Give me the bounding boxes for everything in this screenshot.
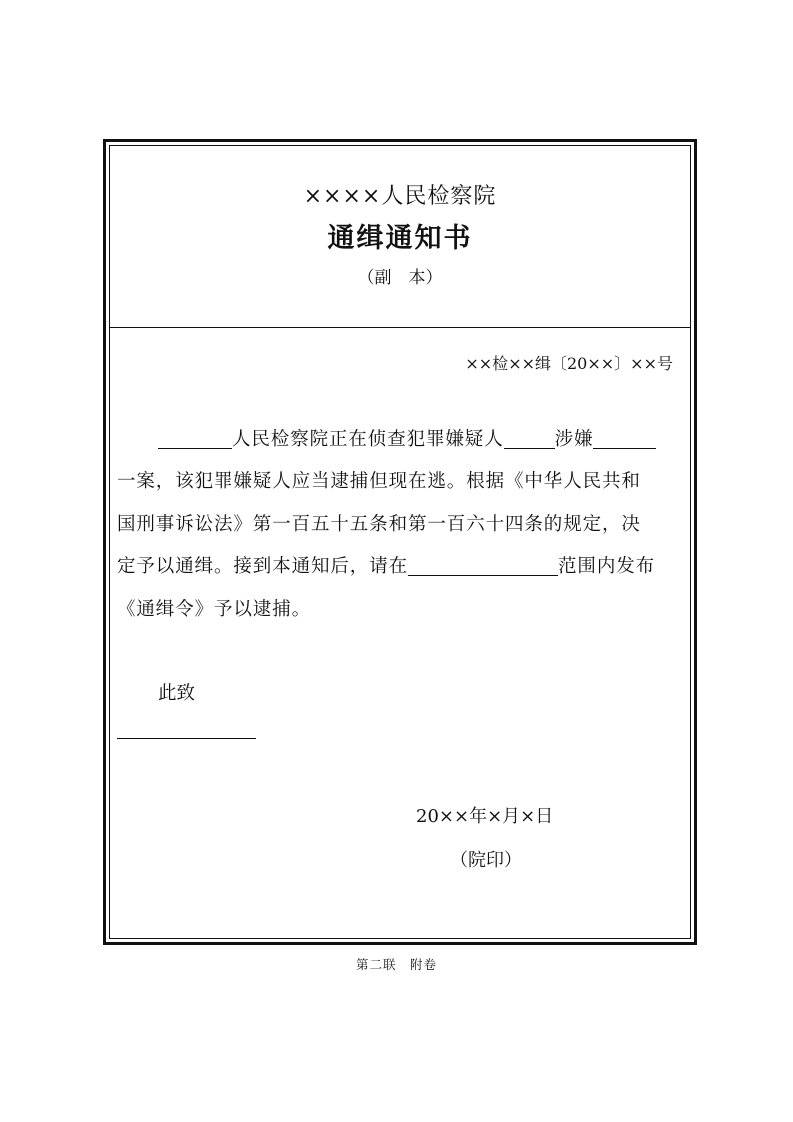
seal-mark: （院印）: [450, 850, 522, 871]
procuratorate-name: ××××人民检察院: [303, 184, 497, 209]
recipient-blank: [117, 738, 256, 739]
footer-copy-note: 第二联 附卷: [355, 957, 437, 972]
body-text-4b: 范围内发布: [558, 556, 656, 577]
document-inner-frame: [109, 145, 691, 939]
copy-mark: （副 本）: [357, 268, 443, 288]
body-line-4: [117, 552, 655, 578]
procuratorate-blank: [158, 430, 232, 449]
body-line-1: [158, 425, 656, 451]
body-text-1b: 涉嫌: [554, 429, 594, 450]
salutation: 此致: [158, 683, 196, 704]
suspect-name-blank: [504, 430, 555, 449]
charge-blank: [593, 430, 656, 449]
body-line-3: 国刑事诉讼法》第一百五十五条和第一百六十四条的规定，决: [117, 514, 641, 535]
body-line-2: 一案，该犯罪嫌疑人应当逮捕但现在逃。根据《中华人民共和: [117, 471, 641, 492]
document-number: ××检××缉〔20××〕××号: [465, 354, 673, 373]
document-outer-frame: [103, 139, 697, 945]
scope-blank: [408, 557, 558, 576]
header-divider: [110, 327, 690, 328]
document-title: 通缉通知书: [327, 223, 473, 254]
body-line-5: 《通缉令》予以逮捕。: [117, 599, 312, 620]
body-text-4a: 定予以通缉。接到本通知后，请在: [117, 556, 409, 577]
body-text-1a: 人民检察院正在侦查犯罪嫌疑人: [232, 429, 504, 450]
issue-date: 20××年×月×日: [416, 806, 554, 827]
